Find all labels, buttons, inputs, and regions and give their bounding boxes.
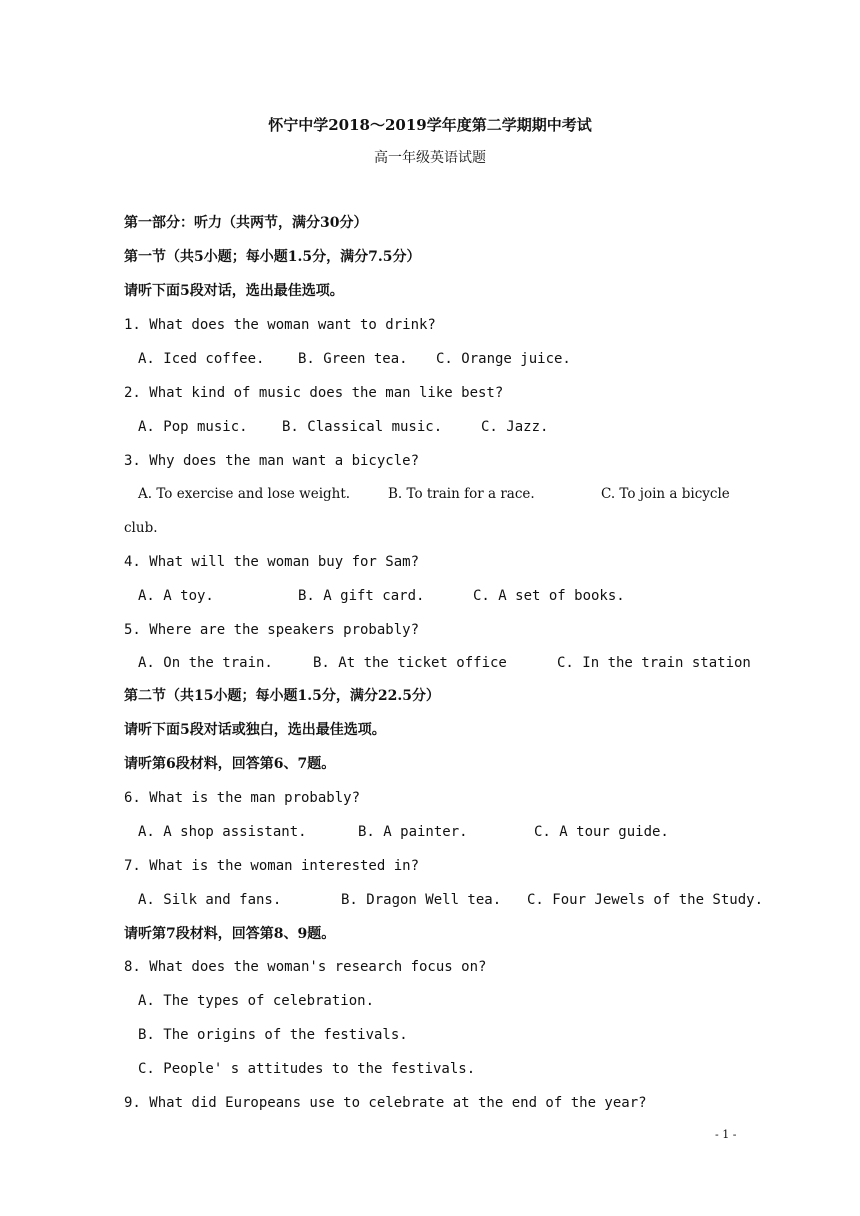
- question-8-option-a: A. The types of celebration.: [138, 993, 375, 1009]
- material-6-instruction: 请听第6段材料，回答第6、7题。: [124, 756, 336, 772]
- question-6-option-b: B. A painter.: [358, 824, 468, 840]
- question-3-option-a: A. To exercise and lose weight.: [138, 486, 351, 502]
- question-8-option-b: B. The origins of the festivals.: [138, 1027, 408, 1043]
- question-7-option-a: A. Silk and fans.: [138, 892, 282, 908]
- question-2-option-b: B. Classical music.: [282, 419, 443, 435]
- question-4-option-b: B. A gift card.: [298, 588, 425, 604]
- question-4-option-c: C. A set of books.: [473, 588, 625, 604]
- section2-heading: 第二节（共15小题；每小题1.5分，满分22.5分）: [124, 688, 440, 704]
- question-5-option-c: C. In the train station: [557, 655, 751, 671]
- question-9-stem: 9. What did Europeans use to celebrate at the end of the year?: [124, 1095, 647, 1111]
- question-7-option-b: B. Dragon Well tea.: [341, 892, 502, 908]
- question-6-option-a: A. A shop assistant.: [138, 824, 307, 840]
- question-1-stem: 1. What does the woman want to drink?: [124, 317, 436, 333]
- question-5-option-b: B. At the ticket office: [313, 655, 507, 671]
- question-1-option-c: C. Orange juice.: [436, 351, 571, 367]
- exam-subtitle: 高一年级英语试题: [374, 150, 486, 166]
- question-4-option-a: A. A toy.: [138, 588, 214, 604]
- part1-heading: 第一部分：听力（共两节，满分30分）: [124, 215, 368, 231]
- question-3-option-c: C. To join a bicycle: [601, 486, 730, 502]
- question-6-stem: 6. What is the man probably?: [124, 790, 361, 806]
- section1-heading: 第一节（共5小题；每小题1.5分，满分7.5分）: [124, 249, 421, 265]
- question-7-stem: 7. What is the woman interested in?: [124, 858, 420, 874]
- question-1-option-a: A. Iced coffee.: [138, 351, 265, 367]
- question-7-option-c: C. Four Jewels of the Study.: [527, 892, 764, 908]
- question-2-option-c: C. Jazz.: [481, 419, 549, 435]
- question-5-stem: 5. Where are the speakers probably?: [124, 622, 420, 638]
- section1-instruction: 请听下面5段对话，选出最佳选项。: [124, 283, 344, 299]
- question-4-stem: 4. What will the woman buy for Sam?: [124, 554, 420, 570]
- exam-title: 怀宁中学2018～2019学年度第二学期期中考试: [268, 116, 592, 134]
- question-2-stem: 2. What kind of music does the man like best?: [124, 385, 504, 401]
- section2-instruction: 请听下面5段对话或独白，选出最佳选项。: [124, 722, 386, 738]
- question-3-option-b: B. To train for a race.: [388, 486, 535, 502]
- question-8-stem: 8. What does the woman's research focus on?: [124, 959, 487, 975]
- question-2-option-a: A. Pop music.: [138, 419, 248, 435]
- question-6-option-c: C. A tour guide.: [534, 824, 669, 840]
- question-3-stem: 3. Why does the man want a bicycle?: [124, 453, 420, 469]
- question-3-option-c-continued: club.: [124, 520, 158, 536]
- question-8-option-c: C. People' s attitudes to the festivals.: [138, 1061, 476, 1077]
- page-number: - 1 -: [715, 1128, 737, 1141]
- question-5-option-a: A. On the train.: [138, 655, 273, 671]
- question-1-option-b: B. Green tea.: [298, 351, 408, 367]
- material-7-instruction: 请听第7段材料，回答第8、9题。: [124, 926, 336, 942]
